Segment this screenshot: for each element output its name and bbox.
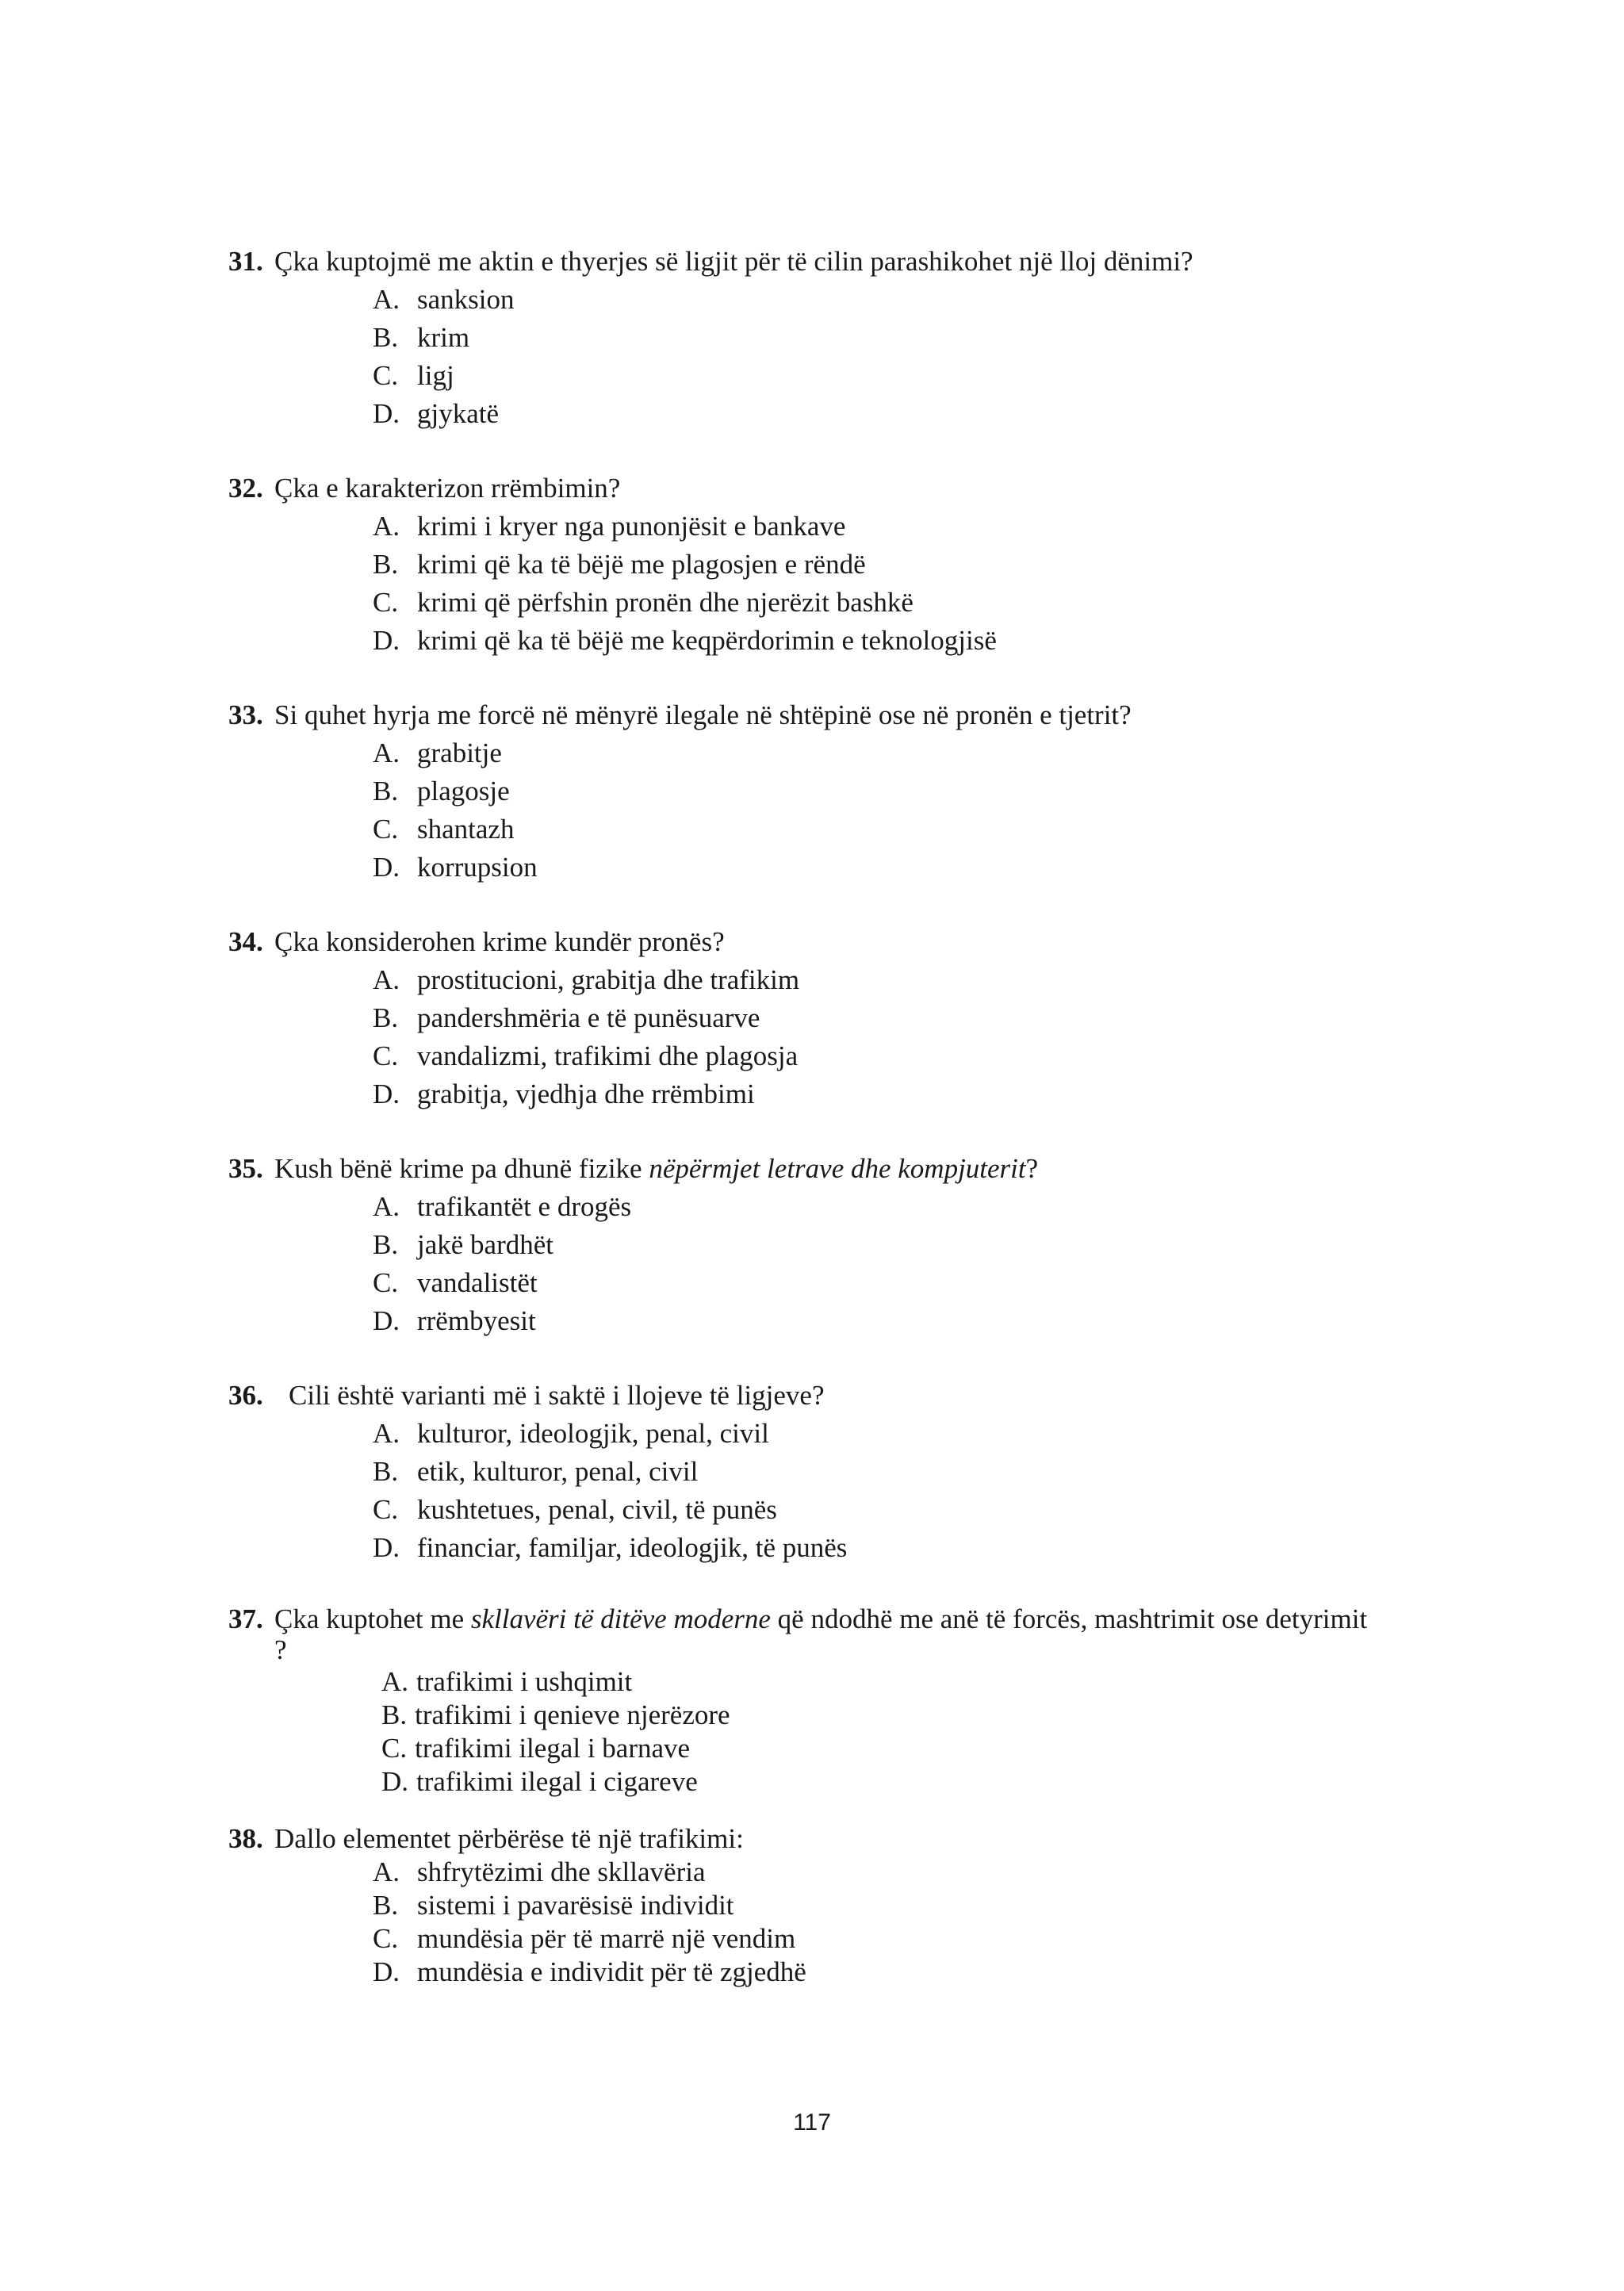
- question-33: [228, 696, 1418, 887]
- option-d: [381, 1765, 1418, 1799]
- option-a: [373, 508, 1418, 546]
- option-letter: C.: [373, 360, 399, 391]
- question-stem: [228, 1150, 1418, 1188]
- option-text: trafikimi i qenieve njerëzore: [415, 1699, 730, 1730]
- answer-options: [228, 961, 1418, 1113]
- answer-options: [228, 508, 1418, 660]
- question-text-start: Çka kuptohet me: [274, 1603, 471, 1634]
- option-d: [373, 1956, 1418, 1989]
- option-a: [381, 1665, 1418, 1699]
- option-letter: C.: [373, 1494, 399, 1525]
- option-letter: A.: [373, 1856, 400, 1887]
- option-c: [373, 1491, 1418, 1529]
- option-letter: B.: [373, 1456, 399, 1487]
- question-text-continuation: ?: [274, 1634, 287, 1665]
- option-letter: A.: [373, 1191, 400, 1222]
- option-text: jakë bardhët: [417, 1229, 553, 1260]
- option-text: plagosje: [417, 776, 510, 806]
- option-text: grabitja, vjedhja dhe rrëmbimi: [417, 1078, 755, 1109]
- question-stem: [228, 1603, 1418, 1635]
- option-a: [373, 281, 1418, 319]
- option-letter: D.: [373, 1532, 400, 1563]
- option-text: trafikimi ilegal i barnave: [415, 1733, 691, 1764]
- option-b: [373, 1453, 1418, 1491]
- question-37: [228, 1603, 1418, 1799]
- option-text: rrëmbyesit: [417, 1305, 536, 1336]
- option-text: mundësia e individit për të zgjedhë: [417, 1956, 806, 1987]
- option-b: [373, 772, 1418, 810]
- option-d: [373, 849, 1418, 887]
- option-text: krimi që ka të bëjë me plagosjen e rëndë: [417, 549, 866, 580]
- question-stem: [228, 696, 1418, 734]
- question-38: [228, 1822, 1418, 1989]
- question-34: [228, 923, 1418, 1113]
- question-stem: [228, 243, 1418, 281]
- question-32: [228, 469, 1418, 660]
- answer-options: [228, 1415, 1418, 1567]
- option-letter: A.: [373, 737, 400, 768]
- option-c: [373, 1037, 1418, 1075]
- option-text: pandershmëria e të punësuarve: [417, 1002, 760, 1033]
- option-letter: C.: [373, 587, 399, 618]
- option-c: [373, 1264, 1418, 1302]
- option-letter: A.: [373, 964, 400, 995]
- question-number: 38.: [228, 1823, 263, 1854]
- option-text: mundësia për të marrë një vendim: [417, 1923, 796, 1954]
- option-letter: D.: [373, 1305, 400, 1336]
- option-text: etik, kulturor, penal, civil: [417, 1456, 699, 1487]
- answer-options: [228, 281, 1418, 433]
- question-text: Cili është varianti më i saktë i llojeve të ligjeve?: [289, 1380, 825, 1411]
- question-text-end: ?: [1025, 1153, 1039, 1184]
- question-text: Çka e karakterizon rrëmbimin?: [274, 473, 621, 504]
- option-b: [381, 1699, 1418, 1732]
- option-c: [373, 584, 1418, 622]
- option-text: vandalistët: [417, 1267, 538, 1298]
- question-stem: [228, 923, 1418, 961]
- option-letter: B.: [373, 1002, 399, 1033]
- option-text: trafikimi ilegal i cigareve: [416, 1766, 698, 1797]
- option-c: [373, 1922, 1418, 1956]
- option-d: [373, 1302, 1418, 1340]
- question-stem: [228, 469, 1418, 508]
- option-text: trafikantët e drogës: [417, 1191, 632, 1222]
- option-b: [373, 1889, 1418, 1922]
- option-text: trafikimi i ushqimit: [416, 1666, 633, 1697]
- question-text: Çka konsiderohen krime kundër pronës?: [274, 926, 725, 957]
- option-a: [373, 1415, 1418, 1453]
- option-letter: A.: [381, 1666, 409, 1697]
- question-number: 35.: [228, 1153, 263, 1184]
- question-text-end: që ndodhë me anë të forcës, mashtrimit ose detyrimit: [770, 1603, 1368, 1634]
- option-a: [373, 1856, 1418, 1889]
- question-31: [228, 243, 1418, 433]
- option-b: [373, 1226, 1418, 1264]
- question-text-italic: skllavëri të ditëve moderne: [470, 1603, 771, 1634]
- option-letter: B.: [381, 1699, 408, 1730]
- question-number: 31.: [228, 246, 263, 277]
- option-text: prostitucioni, grabitja dhe trafikim: [417, 964, 800, 995]
- option-a: [373, 1188, 1418, 1226]
- option-text: gjykatë: [417, 398, 500, 429]
- question-35: [228, 1150, 1418, 1340]
- question-text: Çka kuptojmë me aktin e thyerjes së ligjit për të cilin parashikohet një lloj dënimi?: [274, 246, 1193, 277]
- option-letter: A.: [373, 284, 400, 315]
- option-text: shfrytëzimi dhe skllavëria: [417, 1856, 706, 1887]
- option-letter: B.: [373, 322, 399, 353]
- option-text: kushtetues, penal, civil, të punës: [417, 1494, 777, 1525]
- option-letter: C.: [373, 1040, 399, 1071]
- question-number: 36.: [228, 1380, 263, 1411]
- option-b: [373, 999, 1418, 1037]
- answer-options: [228, 734, 1418, 887]
- option-text: grabitje: [417, 737, 502, 768]
- question-number: 32.: [228, 473, 263, 504]
- option-d: [373, 1529, 1418, 1567]
- option-letter: D.: [373, 1078, 400, 1109]
- question-number: 37.: [228, 1603, 263, 1634]
- page-number: 117: [793, 2109, 831, 2136]
- option-c: [373, 357, 1418, 395]
- option-text: krim: [417, 322, 470, 353]
- option-letter: D.: [373, 852, 400, 883]
- question-number: 33.: [228, 699, 263, 730]
- option-letter: A.: [373, 1418, 400, 1449]
- option-text: krimi që ka të bëjë me keqpërdorimin e teknologjisë: [417, 625, 997, 656]
- question-stem: [228, 1822, 1418, 1856]
- option-letter: C.: [373, 1923, 399, 1954]
- option-text: sanksion: [417, 284, 515, 315]
- question-text-italic: nëpërmjet letrave dhe kompjuterit: [649, 1153, 1026, 1184]
- question-text: [274, 1603, 1367, 1634]
- answer-options: [228, 1856, 1418, 1989]
- option-b: [373, 319, 1418, 357]
- option-text: shantazh: [417, 814, 515, 845]
- option-letter: A.: [373, 511, 400, 542]
- option-d: [373, 395, 1418, 433]
- question-text: [274, 1153, 1038, 1184]
- option-text: financiar, familjar, ideologjik, të punës: [417, 1532, 848, 1563]
- option-letter: D.: [381, 1766, 409, 1797]
- answer-options: [228, 1665, 1418, 1799]
- question-text: Si quhet hyrja me forcë në mënyrë ilegale në shtëpinë ose në pronën e tjetrit?: [274, 699, 1132, 730]
- option-text: vandalizmi, trafikimi dhe plagosja: [417, 1040, 799, 1071]
- option-text: krimi që përfshin pronën dhe njerëzit bashkë: [417, 587, 914, 618]
- option-letter: C.: [373, 1267, 399, 1298]
- option-text: ligj: [417, 360, 454, 391]
- option-letter: D.: [373, 1956, 400, 1987]
- option-text: sistemi i pavarësisë individit: [417, 1890, 734, 1921]
- option-d: [373, 622, 1418, 660]
- option-letter: B.: [373, 1890, 399, 1921]
- option-c: [373, 810, 1418, 849]
- option-d: [373, 1075, 1418, 1113]
- option-letter: B.: [373, 776, 399, 806]
- option-b: [373, 546, 1418, 584]
- question-text: Dallo elementet përbërëse të një trafikimi:: [274, 1823, 744, 1854]
- option-letter: D.: [373, 625, 400, 656]
- question-text-start: Kush bënë krime pa dhunë fizike: [274, 1153, 649, 1184]
- question-36: [228, 1377, 1418, 1567]
- option-letter: C.: [381, 1733, 408, 1764]
- option-letter: B.: [373, 549, 399, 580]
- option-text: kulturor, ideologjik, penal, civil: [417, 1418, 769, 1449]
- option-letter: B.: [373, 1229, 399, 1260]
- question-stem: [228, 1377, 1418, 1415]
- question-number: 34.: [228, 926, 263, 957]
- option-text: korrupsion: [417, 852, 538, 883]
- option-letter: D.: [373, 398, 400, 429]
- option-letter: C.: [373, 814, 399, 845]
- answer-options: [228, 1188, 1418, 1340]
- option-a: [373, 961, 1418, 999]
- option-text: krimi i kryer nga punonjësit e bankave: [417, 511, 846, 542]
- option-c: [381, 1732, 1418, 1765]
- option-a: [373, 734, 1418, 772]
